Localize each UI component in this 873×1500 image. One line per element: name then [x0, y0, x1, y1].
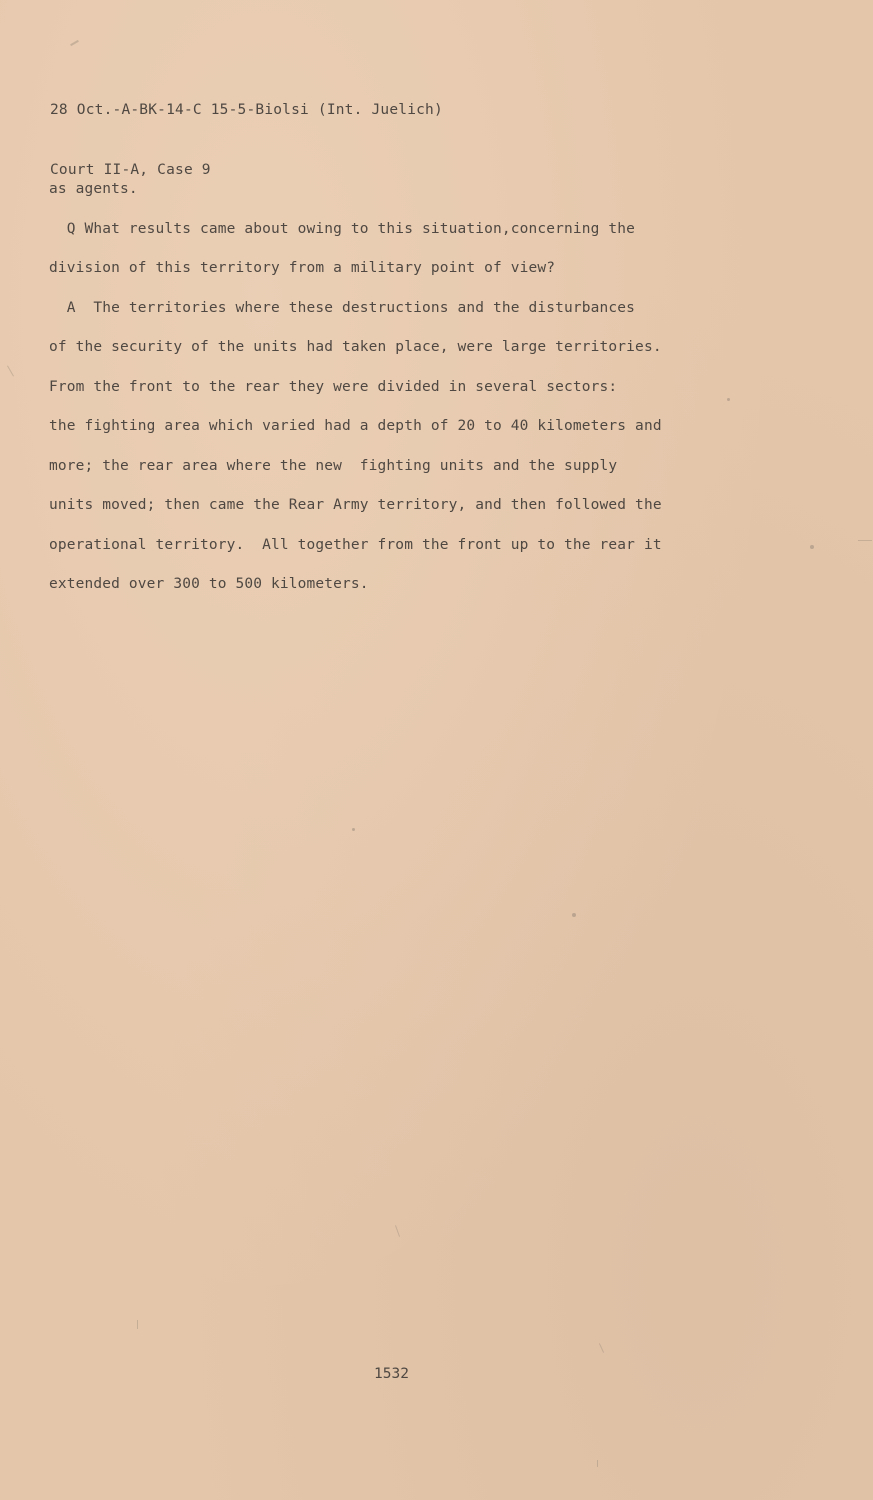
paper-mark — [597, 1460, 598, 1467]
paper-mark — [599, 1343, 604, 1352]
transcript-line: of the security of the units had taken place, were large territories. — [49, 339, 662, 355]
paper-mark — [858, 540, 872, 541]
header-court-case: Court II-A, Case 9 — [50, 162, 211, 178]
paper-mark — [70, 40, 79, 46]
transcript-line: Q What results came about owing to this situation,concerning the — [49, 220, 636, 237]
header-case-reference: 28 Oct.-A-BK-14-C 15-5-Biolsi (Int. Juelich) — [50, 102, 443, 118]
transcript-line: units moved; then came the Rear Army territory, and then followed the — [49, 497, 662, 513]
paper-speck — [810, 545, 814, 549]
transcript-line: division of this territory from a military point of view? — [49, 260, 556, 276]
transcript-line: operational territory. All together from the front up to the rear it — [49, 536, 662, 553]
paper-speck — [727, 398, 730, 401]
paper-speck — [572, 913, 576, 917]
transcript-line: as agents. — [49, 181, 138, 197]
transcript-body — [49, 176, 729, 611]
paper-mark — [7, 366, 14, 377]
transcript-line: From the front to the rear they were divided in several sectors: — [49, 378, 618, 395]
paper-speck — [352, 828, 355, 831]
paper-mark — [395, 1225, 400, 1237]
transcript-line: more; the rear area where the new fighting units and the supply — [49, 457, 618, 474]
paper-mark — [137, 1320, 138, 1329]
transcript-line: the fighting area which varied had a depth of 20 to 40 kilometers and — [49, 418, 662, 434]
transcript-line: extended over 300 to 500 kilometers. — [49, 576, 369, 592]
transcript-line: A The territories where these destructions and the disturbances — [49, 299, 636, 316]
page-number: 1532 — [374, 1366, 409, 1382]
